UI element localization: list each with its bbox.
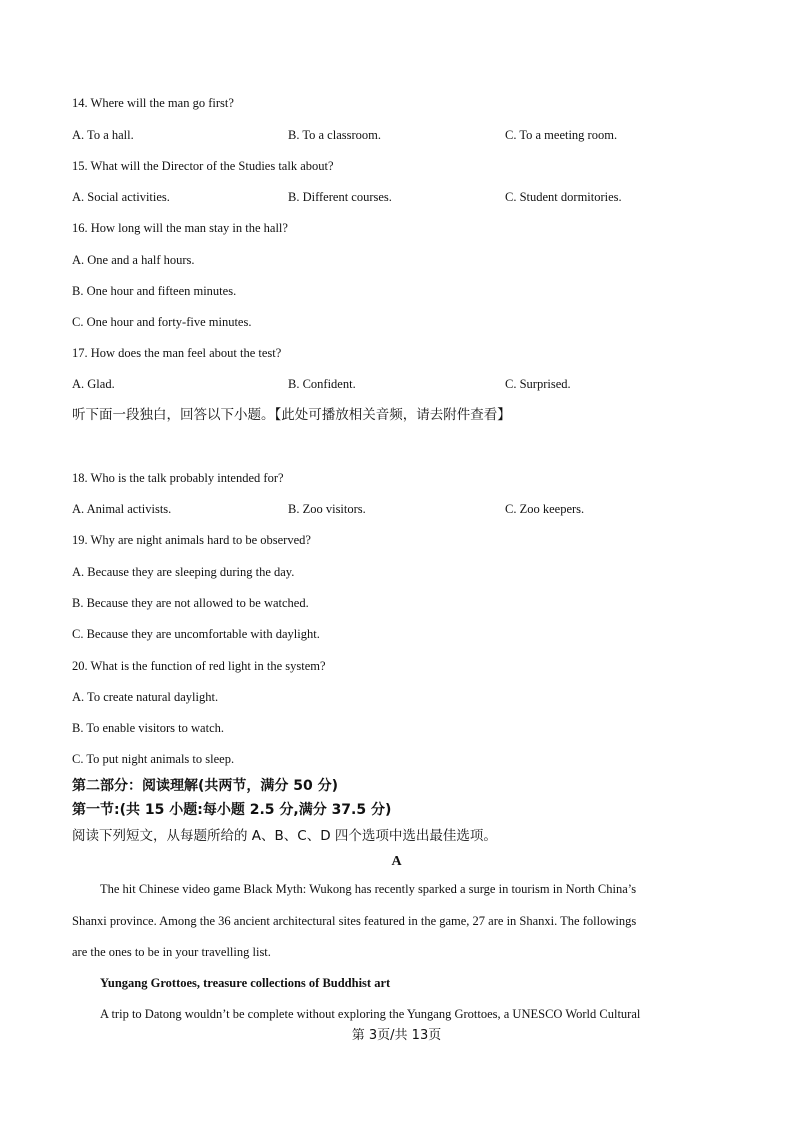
passage-subheading: Yungang Grottoes, treasure collections of Buddhist art (100, 976, 391, 990)
q19-option-a: A. Because they are sleeping during the day. (72, 565, 295, 579)
q17-option-b: B. Confident. (288, 377, 356, 391)
q15-option-b: B. Different courses. (288, 190, 392, 204)
q18-option-c: C. Zoo keepers. (505, 502, 585, 516)
q14-option-b: B. To a classroom. (288, 128, 381, 142)
paragraph-line: Shanxi province. Among the 36 ancient architectural sites featured in the game, 27 are in Shanxi. The followings (72, 914, 637, 928)
question-15: 15. What will the Director of the Studies talk about? (72, 159, 334, 173)
q20-option-a: A. To create natural daylight. (72, 690, 219, 704)
monologue-instruction: 听下面一段独白，回答以下小题。【此处可播放相关音频，请去附件查看】 (72, 407, 511, 423)
q18-option-b: B. Zoo visitors. (288, 502, 366, 516)
passage-label: A (391, 854, 402, 869)
reading-section-title: 第一节:(共 15 小题:每小题 2.5 分,满分 37.5 分) (72, 802, 392, 818)
q16-option-c: C. One hour and forty-five minutes. (72, 315, 252, 329)
paragraph-line: A trip to Datong wouldn’t be complete without exploring the Yungang Grottoes, a UNESCO World Cultural (100, 1007, 641, 1021)
q19-option-b: B. Because they are not allowed to be watched. (72, 596, 309, 610)
question-18: 18. Who is the talk probably intended for? (72, 471, 284, 485)
q14-option-a: A. To a hall. (72, 128, 134, 142)
reading-instruction: 阅读下列短文，从每题所给的 A、B、C、D 四个选项中选出最佳选项。 (72, 828, 497, 844)
question-19: 19. Why are night animals hard to be observed? (72, 533, 311, 547)
q17-option-c: C. Surprised. (505, 377, 571, 391)
q17-option-a: A. Glad. (72, 377, 115, 391)
q15-option-a: A. Social activities. (72, 190, 170, 204)
paragraph-line: The hit Chinese video game Black Myth: Wukong has recently sparked a surge in tourism in North China’s (100, 882, 637, 896)
q16-option-a: A. One and a half hours. (72, 253, 195, 267)
q16-option-b: B. One hour and fifteen minutes. (72, 284, 237, 298)
question-17: 17. How does the man feel about the test? (72, 346, 282, 360)
question-20: 20. What is the function of red light in the system? (72, 659, 326, 673)
q20-option-b: B. To enable visitors to watch. (72, 721, 224, 735)
q15-option-c: C. Student dormitories. (505, 190, 622, 204)
q19-option-c: C. Because they are uncomfortable with daylight. (72, 627, 320, 641)
page-number: 第 3页/共 13页 (351, 1028, 442, 1043)
q20-option-c: C. To put night animals to sleep. (72, 752, 235, 766)
q14-option-c: C. To a meeting room. (505, 128, 618, 142)
q18-option-a: A. Animal activists. (72, 502, 172, 516)
reading-part-title: 第二部分：阅读理解(共两节，满分 50 分) (72, 778, 339, 794)
paragraph-line: are the ones to be in your travelling list. (72, 945, 271, 959)
question-14: 14. Where will the man go first? (72, 96, 234, 110)
question-16: 16. How long will the man stay in the hall? (72, 221, 288, 235)
